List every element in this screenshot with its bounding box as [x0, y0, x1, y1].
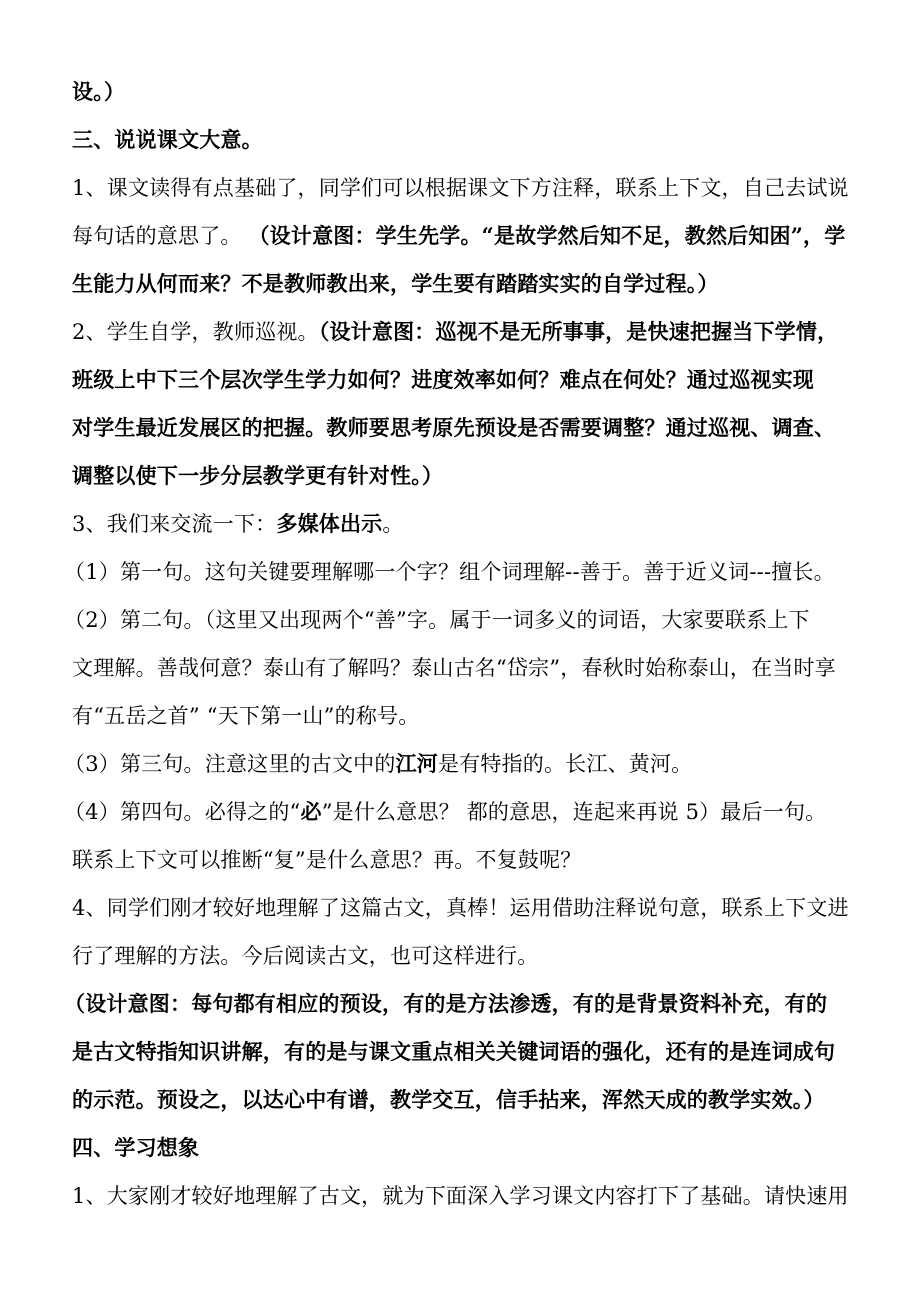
text-line	[72, 894, 849, 922]
text-line	[72, 174, 849, 202]
bold-text-run: 三、说说课文大意。	[72, 127, 263, 152]
bold-text-run: 多媒体出示	[276, 511, 383, 536]
bold-text-run: 生能力从何而来？不是教师教出来，学生要有踏踏实实的自学过程。）	[72, 271, 719, 296]
bold-text-run: 四、学习想象	[72, 1135, 200, 1160]
text-run: 4、同学们刚才较好地理解了这篇古文，真棒！运用借助注释说句意，联系上下文进	[72, 896, 849, 920]
text-run: （1）第一句。这句关键要理解哪一个字？组个词理解--善于。善于近义词---擅长。	[64, 560, 835, 584]
text-line	[72, 1038, 835, 1066]
text-line	[72, 78, 125, 106]
text-run: 每句话的意思了。	[72, 224, 249, 248]
text-line	[72, 414, 835, 442]
bold-text-run: 设。）	[72, 79, 126, 104]
text-line	[64, 750, 692, 778]
text-run: （2）第二句。（这里又出现两个“善”字。属于一词多义的词语，大家要联系上下	[64, 608, 810, 632]
text-line	[64, 798, 826, 826]
text-line	[72, 126, 263, 154]
bold-text-run: 班级上中下三个层次学生学力如何？进度效率如何？难点在何处？通过巡视实现	[72, 367, 814, 392]
bold-text-run: 的示范。预设之，以达心中有谱，教学交互，信手拈来，浑然天成的教学实效。）	[72, 1087, 825, 1112]
text-line	[72, 654, 836, 682]
bold-text-run: 调整以使下一步分层教学更有针对性。）	[72, 463, 444, 488]
bold-text-run: 对学生最近发展区的把握。教师要思考原先预设是否需要调整？通过巡视、调查、	[72, 415, 836, 440]
text-line	[72, 318, 838, 346]
bold-text-run: 是古文特指知识讲解，有的是与课文重点相关关键词语的强化，还有的是连词成句	[72, 1039, 836, 1064]
text-run: （3）第三句。注意这里的古文中的	[64, 752, 396, 776]
bold-text-run: 必	[300, 799, 322, 824]
text-line	[72, 846, 581, 874]
text-run: （4）第四句。必得之的“	[64, 800, 301, 824]
text-run: 是有特指的。长江、黄河。	[437, 752, 693, 776]
text-line	[72, 1134, 199, 1162]
text-line	[72, 1182, 849, 1210]
text-run: 有“五岳之首” “天下第一山”的称号。	[72, 704, 420, 728]
bold-text-run: （设计意图：学生先学。“是故学然后知不足，教然后知困”，学	[248, 223, 846, 248]
text-line	[72, 942, 538, 970]
text-line	[72, 462, 443, 490]
bold-text-run: （设计意图：巡视不是无所事事，是快速把握当下学情，	[318, 319, 839, 344]
text-line	[72, 702, 419, 730]
text-run: 2、学生自学，教师巡视。	[72, 320, 319, 344]
text-line	[64, 558, 835, 586]
text-line	[64, 990, 827, 1018]
bold-text-run: （设计意图：每句都有相应的预设，有的是方法渗透，有的是背景资料补充，有的	[64, 991, 828, 1016]
text-run: 文理解。善哉何意？泰山有了解吗？泰山古名“岱宗”，春秋时始称泰山，在当时享	[72, 656, 836, 680]
text-line	[72, 366, 814, 394]
text-run: 1、课文读得有点基础了，同学们可以根据课文下方注释，联系上下文，自己去试说	[72, 176, 849, 200]
text-run: 3、我们来交流一下：	[72, 512, 277, 536]
text-line	[72, 270, 719, 298]
text-run: 1、大家刚才较好地理解了古文，就为下面深入学习课文内容打下了基础。请快速用	[72, 1184, 849, 1208]
text-line	[64, 606, 810, 634]
text-line	[72, 222, 845, 250]
text-run: ”是什么意思？ 都的意思，连起来再说 5）最后一句。	[321, 800, 827, 824]
text-run: 联系上下文可以推断“复”是什么意思？再。不复鼓呢？	[72, 848, 582, 872]
text-line	[72, 510, 404, 538]
text-run: 行了理解的方法。今后阅读古文，也可这样进行。	[72, 944, 539, 968]
text-line	[72, 1086, 825, 1114]
text-run: 。	[382, 512, 404, 536]
bold-text-run: 江河	[395, 751, 438, 776]
